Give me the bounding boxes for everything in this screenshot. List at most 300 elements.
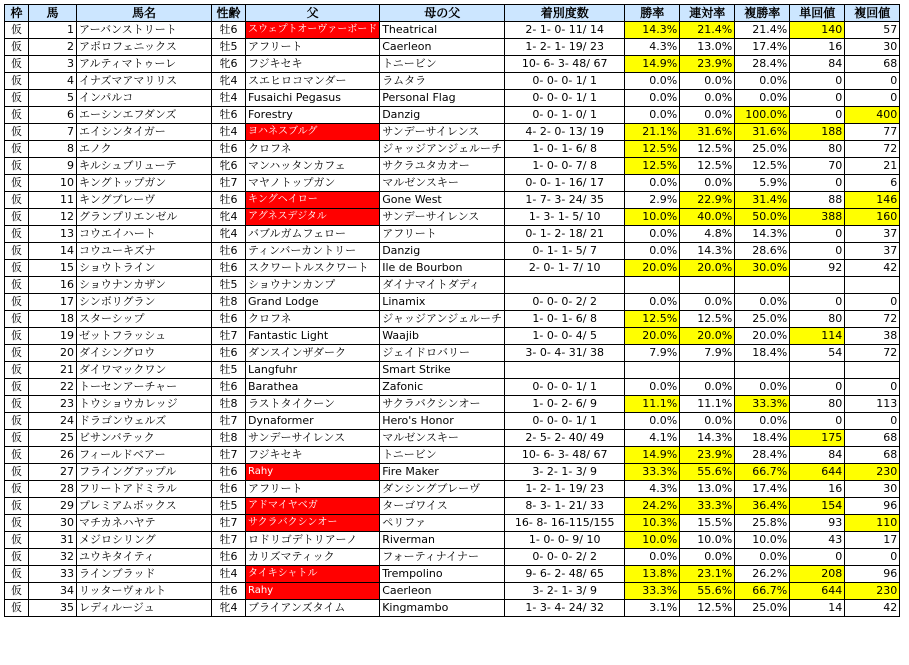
sire-cell: キングヘイロー [246,192,380,209]
show-return-cell: 0 [845,73,900,90]
dam-sire-cell: ペリファ [380,515,505,532]
win-rate-cell: 10.0% [625,209,680,226]
horse-name-cell: エノク [77,141,212,158]
show-rate-cell: 10.0% [735,532,790,549]
place-rate-cell: 22.9% [680,192,735,209]
show-return-cell: 37 [845,226,900,243]
dam-sire-cell: サンデーサイレンス [380,209,505,226]
horse-number-cell: 28 [29,481,77,498]
record-cell: 0- 0- 0- 1/ 1 [505,90,625,107]
table-row [5,260,900,277]
waku-cell: 仮 [5,107,29,124]
sire-cell: ヨハネスブルグ [246,124,380,141]
dam-sire-cell: Personal Flag [380,90,505,107]
dam-sire-cell: ターゴワイス [380,498,505,515]
horse-name-cell: キングトップガン [77,175,212,192]
place-rate-cell: 12.5% [680,141,735,158]
sire-cell: ラストタイクーン [246,396,380,413]
dam-sire-cell: Trempolino [380,566,505,583]
dam-sire-cell: マルゼンスキー [380,175,505,192]
horse-number-cell: 7 [29,124,77,141]
sex-age-cell: 牡6 [212,481,246,498]
record-cell: 8- 3- 1- 21/ 33 [505,498,625,515]
waku-cell: 仮 [5,90,29,107]
horse-name-cell: シンボリグラン [77,294,212,311]
sex-age-cell: 牡6 [212,345,246,362]
win-rate-cell: 11.1% [625,396,680,413]
dam-sire-cell: Theatrical [380,22,505,39]
dam-sire-cell: Gone West [380,192,505,209]
horse-name-cell: キルシュブリューテ [77,158,212,175]
horse-number-cell: 6 [29,107,77,124]
horse-name-cell: メジロシリング [77,532,212,549]
win-return-cell: 16 [790,481,845,498]
show-rate-cell: 25.0% [735,600,790,617]
sire-cell: クロフネ [246,141,380,158]
waku-cell: 仮 [5,447,29,464]
record-cell: 0- 0- 1- 0/ 1 [505,107,625,124]
sex-age-cell: 牡6 [212,107,246,124]
table-row [5,107,900,124]
sex-age-cell: 牝4 [212,600,246,617]
win-return-cell: 0 [790,294,845,311]
win-rate-cell: 0.0% [625,73,680,90]
sex-age-cell: 牡7 [212,413,246,430]
horse-number-cell: 2 [29,39,77,56]
win-rate-cell: 7.9% [625,345,680,362]
horse-name-cell: ゼットフラッシュ [77,328,212,345]
record-cell: 3- 0- 4- 31/ 38 [505,345,625,362]
dam-sire-cell: ジャッジアンジェルーチ [380,311,505,328]
place-rate-cell: 12.5% [680,600,735,617]
sex-age-cell: 牡5 [212,362,246,379]
win-rate-cell: 3.1% [625,600,680,617]
header-show-return: 複回値 [845,5,900,22]
horse-number-cell: 26 [29,447,77,464]
header-sire: 父 [246,5,380,22]
show-rate-cell: 17.4% [735,39,790,56]
horse-number-cell: 15 [29,260,77,277]
record-cell: 0- 0- 0- 1/ 1 [505,379,625,396]
win-return-cell: 0 [790,413,845,430]
horse-number-cell: 21 [29,362,77,379]
win-rate-cell: 0.0% [625,379,680,396]
sex-age-cell: 牝6 [212,158,246,175]
place-rate-cell: 55.6% [680,583,735,600]
win-return-cell: 0 [790,90,845,107]
place-rate-cell: 12.5% [680,311,735,328]
horse-name-cell: フリートアドミラル [77,481,212,498]
sex-age-cell: 牝4 [212,226,246,243]
place-rate-cell: 0.0% [680,107,735,124]
win-rate-cell: 10.3% [625,515,680,532]
win-return-cell: 388 [790,209,845,226]
sex-age-cell: 牡7 [212,515,246,532]
sire-cell: タイキシャトル [246,566,380,583]
dam-sire-cell: Linamix [380,294,505,311]
show-rate-cell: 14.3% [735,226,790,243]
horse-number-cell: 35 [29,600,77,617]
header-horse-number: 馬 [29,5,77,22]
show-rate-cell: 36.4% [735,498,790,515]
waku-cell: 仮 [5,583,29,600]
table-row [5,73,900,90]
show-return-cell: 68 [845,430,900,447]
sex-age-cell: 牡8 [212,294,246,311]
dam-sire-cell: Smart Strike [380,362,505,379]
dam-sire-cell: ジャッジアンジェルーチ [380,141,505,158]
header-horse-name: 馬名 [77,5,212,22]
record-cell: 1- 0- 1- 6/ 8 [505,141,625,158]
table-row [5,430,900,447]
horse-number-cell: 33 [29,566,77,583]
win-rate-cell: 0.0% [625,226,680,243]
win-rate-cell [625,277,680,294]
place-rate-cell: 13.0% [680,481,735,498]
win-return-cell: 140 [790,22,845,39]
win-rate-cell: 14.9% [625,56,680,73]
horse-name-cell: ユウキタイティ [77,549,212,566]
place-rate-cell: 0.0% [680,90,735,107]
place-rate-cell: 55.6% [680,464,735,481]
header-record: 着別度数 [505,5,625,22]
waku-cell: 仮 [5,600,29,617]
sex-age-cell: 牡8 [212,430,246,447]
record-cell: 3- 2- 1- 3/ 9 [505,583,625,600]
table-row [5,39,900,56]
header-win-return: 単回値 [790,5,845,22]
sex-age-cell: 牡5 [212,39,246,56]
sire-cell: スクワートルスクワート [246,260,380,277]
sex-age-cell: 牡7 [212,447,246,464]
sex-age-cell: 牡7 [212,328,246,345]
show-rate-cell: 28.4% [735,56,790,73]
table-row [5,141,900,158]
win-return-cell [790,277,845,294]
horse-name-cell: コウエイハート [77,226,212,243]
table-row [5,243,900,260]
header-dam-sire: 母の父 [380,5,505,22]
dam-sire-cell: Ile de Bourbon [380,260,505,277]
win-rate-cell: 14.9% [625,447,680,464]
record-cell: 2- 0- 1- 7/ 10 [505,260,625,277]
header-sex-age: 性齢 [212,5,246,22]
waku-cell: 仮 [5,260,29,277]
table-row [5,90,900,107]
table-row [5,583,900,600]
show-rate-cell: 50.0% [735,209,790,226]
sire-cell: Grand Lodge [246,294,380,311]
win-rate-cell: 0.0% [625,549,680,566]
show-return-cell: 146 [845,192,900,209]
horse-name-cell: グランプリエンゼル [77,209,212,226]
record-cell: 0- 0- 1- 16/ 17 [505,175,625,192]
horse-number-cell: 27 [29,464,77,481]
win-rate-cell: 12.5% [625,158,680,175]
sex-age-cell: 牡5 [212,277,246,294]
horse-name-cell: トーセンアーチャー [77,379,212,396]
sire-cell: Fusaichi Pegasus [246,90,380,107]
dam-sire-cell: Caerleon [380,583,505,600]
horse-number-cell: 13 [29,226,77,243]
show-return-cell: 0 [845,294,900,311]
table-row [5,600,900,617]
show-return-cell: 42 [845,600,900,617]
dam-sire-cell: トニービン [380,56,505,73]
dam-sire-cell: マルゼンスキー [380,430,505,447]
horse-number-cell: 3 [29,56,77,73]
table-row [5,192,900,209]
sire-cell: Langfuhr [246,362,380,379]
win-return-cell: 70 [790,158,845,175]
place-rate-cell: 4.8% [680,226,735,243]
sex-age-cell: 牝4 [212,73,246,90]
show-rate-cell: 0.0% [735,73,790,90]
place-rate-cell: 40.0% [680,209,735,226]
win-rate-cell: 4.1% [625,430,680,447]
waku-cell: 仮 [5,56,29,73]
sire-cell: ダンスインザダーク [246,345,380,362]
place-rate-cell: 0.0% [680,379,735,396]
dam-sire-cell: ダイナマイトダディ [380,277,505,294]
horse-number-cell: 9 [29,158,77,175]
waku-cell: 仮 [5,430,29,447]
dam-sire-cell: フォーティナイナー [380,549,505,566]
sex-age-cell: 牡8 [212,396,246,413]
sex-age-cell: 牝6 [212,56,246,73]
win-rate-cell: 0.0% [625,294,680,311]
show-rate-cell: 0.0% [735,413,790,430]
table-row [5,158,900,175]
win-rate-cell: 0.0% [625,243,680,260]
show-rate-cell: 100.0% [735,107,790,124]
show-rate-cell: 18.4% [735,430,790,447]
waku-cell: 仮 [5,345,29,362]
table-row [5,345,900,362]
record-cell: 4- 2- 0- 13/ 19 [505,124,625,141]
win-return-cell: 644 [790,464,845,481]
win-rate-cell: 2.9% [625,192,680,209]
horse-number-cell: 4 [29,73,77,90]
sex-age-cell: 牡6 [212,379,246,396]
win-return-cell: 54 [790,345,845,362]
show-rate-cell: 21.4% [735,22,790,39]
horse-name-cell: エイシンタイガー [77,124,212,141]
dam-sire-cell: Zafonic [380,379,505,396]
show-return-cell: 21 [845,158,900,175]
show-return-cell: 77 [845,124,900,141]
dam-sire-cell: Caerleon [380,39,505,56]
dam-sire-cell: Riverman [380,532,505,549]
win-rate-cell: 21.1% [625,124,680,141]
waku-cell: 仮 [5,277,29,294]
horse-name-cell: ドラゴンウェルズ [77,413,212,430]
win-return-cell: 114 [790,328,845,345]
header-row [5,5,900,22]
show-return-cell: 400 [845,107,900,124]
show-rate-cell: 25.0% [735,141,790,158]
record-cell: 1- 7- 3- 24/ 35 [505,192,625,209]
win-return-cell: 93 [790,515,845,532]
show-rate-cell: 33.3% [735,396,790,413]
record-cell: 0- 1- 1- 5/ 7 [505,243,625,260]
show-rate-cell: 25.8% [735,515,790,532]
table-row [5,22,900,39]
record-cell: 3- 2- 1- 3/ 9 [505,464,625,481]
show-rate-cell [735,362,790,379]
horse-number-cell: 32 [29,549,77,566]
place-rate-cell: 0.0% [680,413,735,430]
win-rate-cell: 13.8% [625,566,680,583]
win-return-cell: 0 [790,549,845,566]
win-rate-cell: 0.0% [625,413,680,430]
record-cell: 1- 0- 1- 6/ 8 [505,311,625,328]
waku-cell: 仮 [5,379,29,396]
waku-cell: 仮 [5,413,29,430]
show-rate-cell: 17.4% [735,481,790,498]
horse-number-cell: 30 [29,515,77,532]
waku-cell: 仮 [5,566,29,583]
header-place-rate: 連対率 [680,5,735,22]
table-row [5,532,900,549]
horse-name-cell: アーバンストリート [77,22,212,39]
win-return-cell: 188 [790,124,845,141]
waku-cell: 仮 [5,515,29,532]
sire-cell: サンデーサイレンス [246,430,380,447]
show-rate-cell: 20.0% [735,328,790,345]
sire-cell: Dynaformer [246,413,380,430]
waku-cell: 仮 [5,328,29,345]
dam-sire-cell: Waajib [380,328,505,345]
table-row [5,498,900,515]
sex-age-cell: 牡6 [212,192,246,209]
sex-age-cell: 牡4 [212,566,246,583]
place-rate-cell: 0.0% [680,294,735,311]
win-rate-cell: 0.0% [625,90,680,107]
record-cell: 10- 6- 3- 48/ 67 [505,447,625,464]
sex-age-cell: 牡6 [212,549,246,566]
dam-sire-cell: ジェイドロバリー [380,345,505,362]
show-return-cell [845,277,900,294]
show-return-cell: 68 [845,56,900,73]
horse-name-cell: アルティマトゥーレ [77,56,212,73]
show-return-cell: 68 [845,447,900,464]
record-cell: 1- 2- 1- 19/ 23 [505,39,625,56]
table-row [5,277,900,294]
horse-name-cell: ショウナンカザン [77,277,212,294]
table-row [5,175,900,192]
record-cell: 1- 0- 0- 7/ 8 [505,158,625,175]
horse-number-cell: 11 [29,192,77,209]
horse-name-cell: ビサンバテック [77,430,212,447]
table-row [5,294,900,311]
show-return-cell: 96 [845,566,900,583]
win-return-cell: 84 [790,447,845,464]
table-row [5,515,900,532]
place-rate-cell: 0.0% [680,175,735,192]
record-cell: 1- 0- 0- 4/ 5 [505,328,625,345]
horse-name-cell: リッターヴォルト [77,583,212,600]
show-rate-cell: 5.9% [735,175,790,192]
horse-number-cell: 16 [29,277,77,294]
show-rate-cell: 0.0% [735,549,790,566]
win-rate-cell: 33.3% [625,464,680,481]
show-return-cell: 110 [845,515,900,532]
horse-number-cell: 24 [29,413,77,430]
place-rate-cell: 14.3% [680,243,735,260]
horse-name-cell: ダイシングロウ [77,345,212,362]
dam-sire-cell: Kingmambo [380,600,505,617]
show-return-cell: 17 [845,532,900,549]
sire-cell: ティンバーカントリー [246,243,380,260]
table-row [5,362,900,379]
place-rate-cell: 23.1% [680,566,735,583]
place-rate-cell: 23.9% [680,447,735,464]
record-cell: 0- 0- 0- 2/ 2 [505,294,625,311]
waku-cell: 仮 [5,22,29,39]
place-rate-cell: 15.5% [680,515,735,532]
table-row [5,226,900,243]
show-return-cell: 6 [845,175,900,192]
place-rate-cell: 0.0% [680,73,735,90]
record-cell: 1- 3- 4- 24/ 32 [505,600,625,617]
horse-number-cell: 20 [29,345,77,362]
horse-name-cell: インパルコ [77,90,212,107]
place-rate-cell: 14.3% [680,430,735,447]
place-rate-cell: 10.0% [680,532,735,549]
horse-name-cell: コウユーキズナ [77,243,212,260]
show-rate-cell: 31.6% [735,124,790,141]
win-return-cell: 175 [790,430,845,447]
win-return-cell: 80 [790,141,845,158]
dam-sire-cell: Danzig [380,107,505,124]
record-cell: 1- 0- 2- 6/ 9 [505,396,625,413]
win-return-cell: 80 [790,311,845,328]
horse-name-cell: マチカネハヤテ [77,515,212,532]
show-return-cell: 37 [845,243,900,260]
place-rate-cell: 31.6% [680,124,735,141]
sire-cell: アフリート [246,39,380,56]
horse-number-cell: 22 [29,379,77,396]
show-rate-cell: 0.0% [735,379,790,396]
sex-age-cell: 牝4 [212,209,246,226]
horse-name-cell: フィールドベアー [77,447,212,464]
waku-cell: 仮 [5,141,29,158]
show-return-cell: 30 [845,481,900,498]
header-win-rate: 勝率 [625,5,680,22]
sex-age-cell: 牡4 [212,124,246,141]
sire-cell: Forestry [246,107,380,124]
sire-cell: マヤノトップガン [246,175,380,192]
win-return-cell: 154 [790,498,845,515]
win-return-cell: 84 [790,56,845,73]
record-cell: 16- 8- 16-115/155 [505,515,625,532]
win-rate-cell: 0.0% [625,107,680,124]
horse-number-cell: 1 [29,22,77,39]
sex-age-cell: 牡5 [212,498,246,515]
show-rate-cell: 66.7% [735,464,790,481]
horse-number-cell: 29 [29,498,77,515]
sex-age-cell: 牡6 [212,243,246,260]
win-return-cell: 0 [790,73,845,90]
show-rate-cell: 28.6% [735,243,790,260]
record-cell: 1- 0- 0- 9/ 10 [505,532,625,549]
place-rate-cell: 21.4% [680,22,735,39]
waku-cell: 仮 [5,498,29,515]
table-row [5,413,900,430]
win-return-cell: 0 [790,379,845,396]
waku-cell: 仮 [5,209,29,226]
